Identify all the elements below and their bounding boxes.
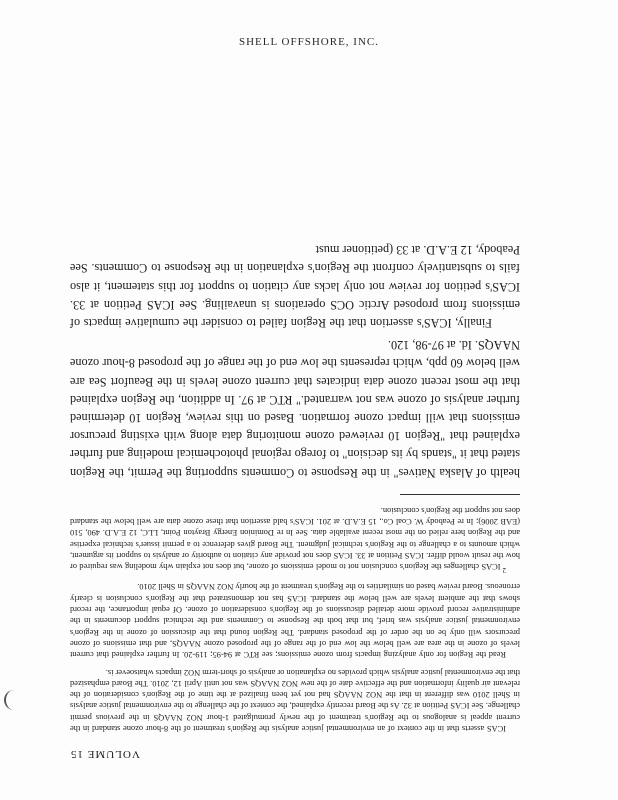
main-text bbox=[70, 241, 520, 482]
running-header: SHELL OFFSHORE, INC. bbox=[239, 36, 379, 48]
body-paragraph: health of Alaska Natives" in the Response to Comments supporting the Permit, the Region stated that it "stands by its decision" to forego regional photochemical modeling and further explained that "Region 10 reviewed ozone monitoring data along with existing precursor emissions that will impact ozone formation. Based on this review, Region 10 determined further analysis of ozone was not warranted." RTC at 97. In addition, the Region explained that the most recent ozone data indicates that current ozone levels in the Beaufort Sea are well below 60 ppb, which represents the low end of the range of the proposed 8-hour ozone NAAQS. Id. at 97-98, 120. bbox=[70, 338, 520, 480]
footnotes bbox=[70, 505, 520, 734]
footnote-text: ICAS challenges the Region's conclusion not to model emissions of ozone, but does not explain why modeling was required or how the result would differ. ICAS Petition at 33. ICAS does not provide any citation to authority or analysis to support its argument, which amounts to a challenge to the Region's technical judgment. The Board gives deference to a permit issuer's technical expertise and the Region here relied on the most recent available data. See In re Dominion Energy Brayton Point, LLC, 12 E.A.D. 490, 510 (EAB 2006); In re Peabody W. Coal Co., 15 E.A.D. at 201. ICAS's bald assertion that these ozone data are well below the standard does not support the Region's conclusion. bbox=[70, 505, 520, 572]
upside-down-scan-body bbox=[70, 60, 520, 760]
footnote-paragraph bbox=[70, 581, 520, 660]
footnote-paragraph bbox=[70, 666, 520, 734]
footnote-paragraph bbox=[70, 505, 520, 576]
footnote-text: ICAS asserts that in the context of an environmental justice analysis the Region's treatment of the 8-hour ozone standard in the current appeal is analogous to the Region's treatment of the newly promulgated 1-hour NO2 NAAQS in the previous permit challenge. See ICAS Petition at 32. As the Board recently explained, the context of the challenge to the environmental justice analysis in Shell 2010 was different in that the NO2 NAAQS had not yet been finalized at the time of the Region's consideration of the relevant air quality information and the effective date of the new NO2 NAAQS was not until April 12, 2010. The Board emphasized that the environmental justice analysis which provides no explanation or analysis of short-term NO2 impacts whatsoever is. bbox=[70, 667, 520, 733]
footnote-number: 2 bbox=[502, 566, 506, 575]
footnote-text: Read the Region for only analyzing impacts from ozone emissions; see RTC at 94-95; 119-20. In further explained that current levels of ozone in the area are well below the low end of the range of the proposed ozone NAAQS, and that emissions of ozone precursors will only be on the order of the proposed standard. The Region found that the discussion of ozone in the Region's environmental justice analysis was brief, but that both the Response to Comments and the technical support documents in the administrative record provide more detailed discussions of the Region's consideration of ozone. Of equal importance, the record shows that the ambient levels are well below the standard. ICAS has not demonstrated that the Region's conclusion is clearly erroneous. Board review based on similarities to the Region's treatment of the hourly NO2 NAAQS in Shell 2010. bbox=[70, 582, 520, 660]
volume-footer: VOLUME 15 bbox=[70, 748, 140, 760]
scan-binding-mark bbox=[4, 690, 16, 710]
body-paragraph: Finally, ICAS's assertion that the Region failed to consider the cumulative impacts of emissions from proposed Arctic OCS operations is unavailing. See ICAS Petition at 33. ICAS's petition for review not only lacks any citation to support for this statement, it also fails to substantively confront the Region's explanation in the Response to Comments. See Peabody, 12 E.A.D. at 33 (petitioner must bbox=[70, 243, 520, 330]
footnote-separator-rule bbox=[400, 494, 520, 495]
